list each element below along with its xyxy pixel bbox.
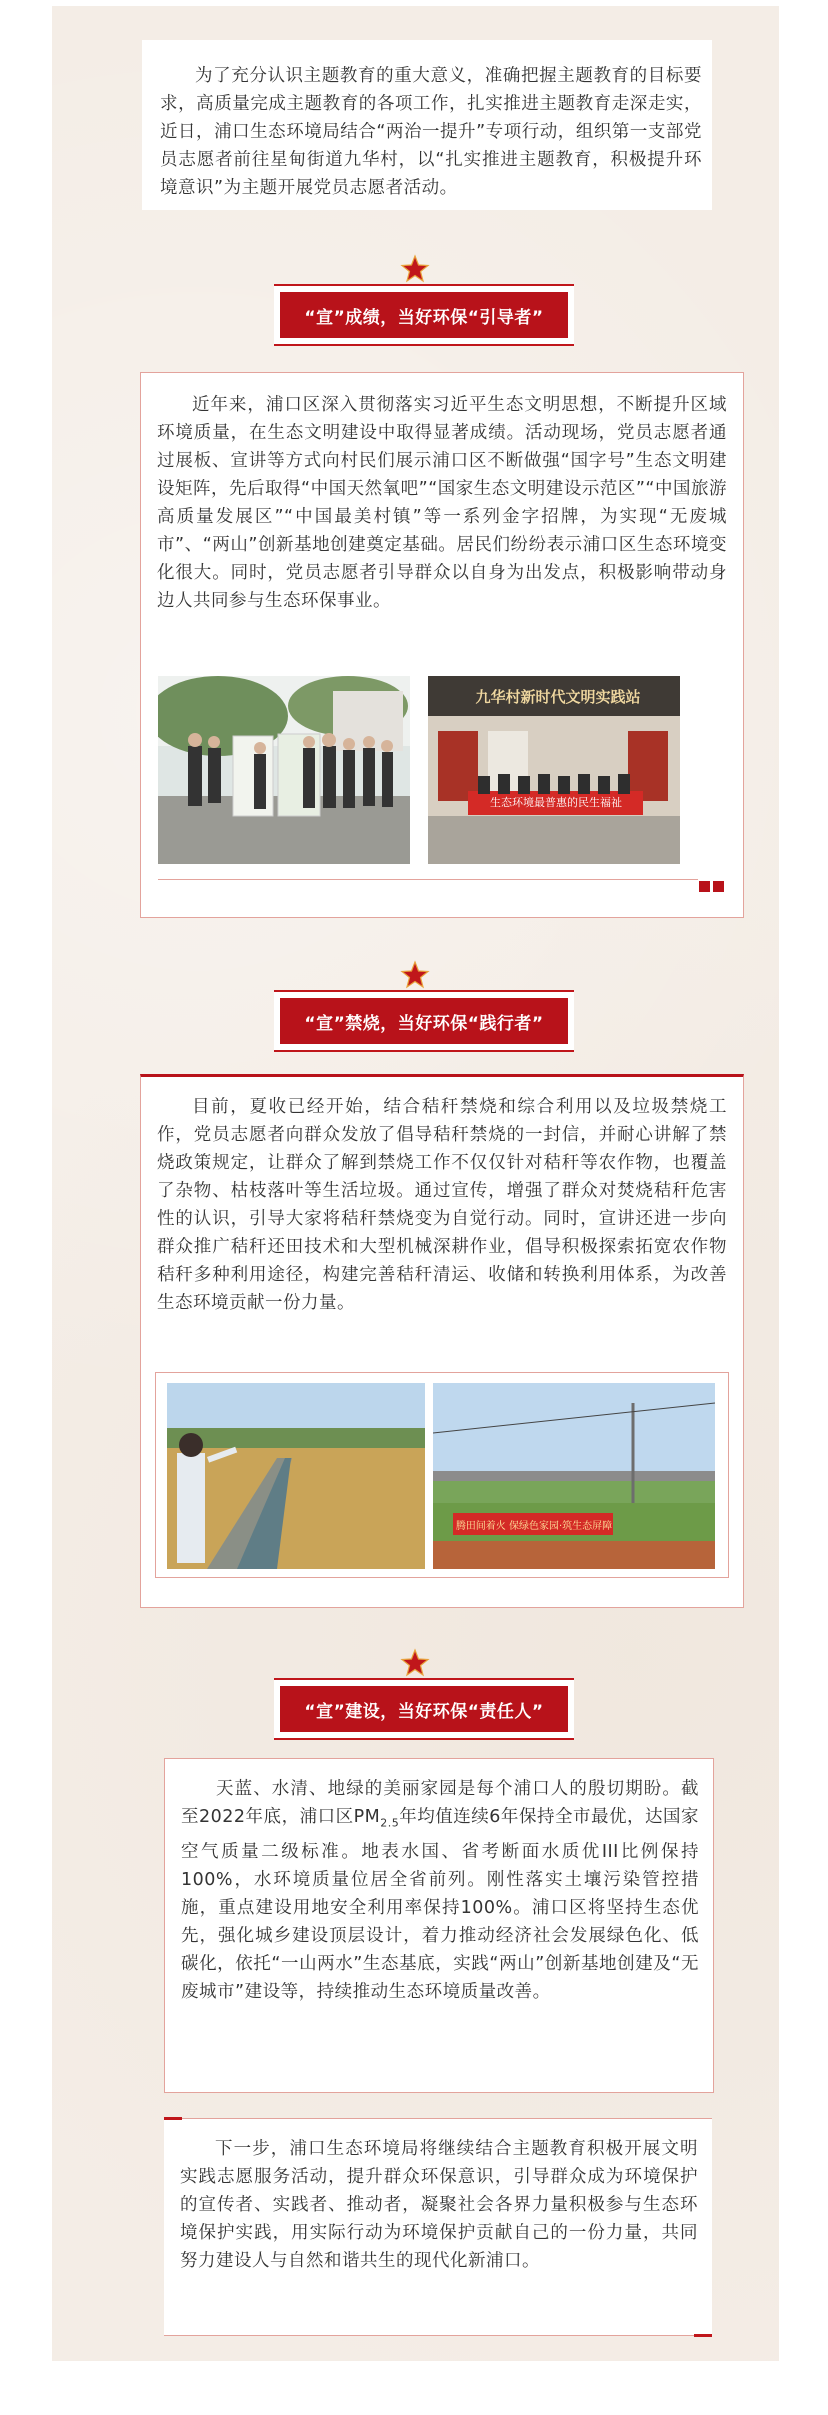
section3-title: “宣”建设，当好环保“责任人” (280, 1686, 568, 1732)
closing-text: 下一步，浦口生态环境局将继续结合主题教育积极开展文明实践志愿服务活动，提升群众环保意识，引导群众成为环境保护的宣传者、实践者、推动者，凝聚社会各界力量积极参与生态环境保护实践，用实际行动为环境保护贡献自己的一份力量，共同努力建设人与自然和谐共生的现代化新浦口。 (180, 2139, 698, 2271)
section1-banner (274, 284, 574, 346)
star-icon (400, 960, 430, 990)
star-icon (400, 254, 430, 284)
closing-accent-bottom (694, 2334, 712, 2337)
section1-title: “宣”成绩，当好环保“引导者” (280, 292, 568, 338)
photo-banner-text-2: 腾田间着火 保绿色家园·筑生态屏障 (455, 1521, 613, 1532)
section1-divider (158, 879, 698, 880)
section3-text-part1: 天蓝、水清、地绿的美丽家园是每个浦口人的殷切期盼。截至2022年底，浦口区PM (181, 1779, 699, 1827)
section3-text-sub: 2.5 (380, 1816, 400, 1830)
section3-panel (164, 1758, 714, 2093)
section1-text: 近年来，浦口区深入贯彻落实习近平生态文明思想，不断提升区域环境质量，在生态文明建设中取得显著成绩。活动现场，党员志愿者通过展板、宣讲等方式向村民们展示浦口区不断做强“国字号”生态文明建设矩阵，先后取得“中国天然氧吧”“国家生态文明建设示范区”“中国旅游高质量发展区”“中国最美村镇”等一系列金字招牌，为实现“无废城市”、“两山”创新基地创建奠定基础。居民们纷纷表示浦口区生态环境变化很大。同时，党员志愿者引导群众以自身为出发点，积极影响带动身边人共同参与生态环保事业。 (157, 395, 727, 611)
section3-banner (274, 1678, 574, 1740)
section2-photo-field (167, 1383, 425, 1569)
photo-sign-text: 九华村新时代文明实践站 (475, 688, 641, 706)
intro-panel (142, 40, 712, 210)
section2-banner (274, 990, 574, 1052)
section3-text-part2: 年均值连续6年保持全市最优，达国家空气质量二级标准。地表水国、省考断面水质优III比例保持100%，水环境质量位居全省前列。刚性落实土壤污染管控措施，重点建设用地安全利用率保持100%。浦口区将坚持生态优先，强化城乡建设顶层设计，着力推动经济社会发展绿色化、低碳化，依托“一山两水”生态基底，实践“两山”创新基地创建及“无废城市”建设等，持续推动生态环境质量改善。 (181, 1807, 699, 2002)
photo-banner-text: 生态环境最普惠的民生福祉 (490, 796, 622, 809)
section2-title: “宣”禁烧，当好环保“践行者” (280, 998, 568, 1044)
article-page (52, 6, 779, 2361)
section2-text: 目前，夏收已经开始，结合秸秆禁烧和综合利用以及垃圾禁烧工作，党员志愿者向群众发放了倡导秸秆禁烧的一封信，并耐心讲解了禁烧政策规定，让群众了解到禁烧工作不仅仅针对秸秆等农作物，也覆盖了杂物、枯枝落叶等生活垃圾。通过宣传，增强了群众对焚烧秸秆危害性的认识，引导大家将秸秆禁烧变为自觉行动。同时，宣讲还进一步向群众推广秸秆还田技术和大型机械深耕作业，倡导积极探索拓宽农作物秸秆多种利用途径，构建完善秸秆清运、收储和转换利用体系，为改善生态环境贡献一份力量。 (157, 1097, 727, 1313)
star-icon (400, 1648, 430, 1678)
section2-photo-banner (433, 1383, 715, 1569)
section1-square-1 (699, 881, 710, 892)
closing-panel (164, 2118, 712, 2336)
closing-accent-top (164, 2117, 182, 2120)
section1-photo-exhibition (158, 676, 410, 864)
section1-photo-group (428, 676, 680, 864)
section3-text (165, 1759, 713, 2006)
section1-panel (140, 372, 744, 918)
section1-square-2 (713, 881, 724, 892)
section2-panel (140, 1074, 744, 1608)
intro-text: 为了充分认识主题教育的重大意义，准确把握主题教育的目标要求，高质量完成主题教育的各项工作，扎实推进主题教育走深走实，近日，浦口生态环境局结合“两治一提升”专项行动，组织第一支部党员志愿者前往星甸街道九华村，以“扎实推进主题教育，积极提升环境意识”为主题开展党员志愿者活动。 (160, 66, 702, 198)
